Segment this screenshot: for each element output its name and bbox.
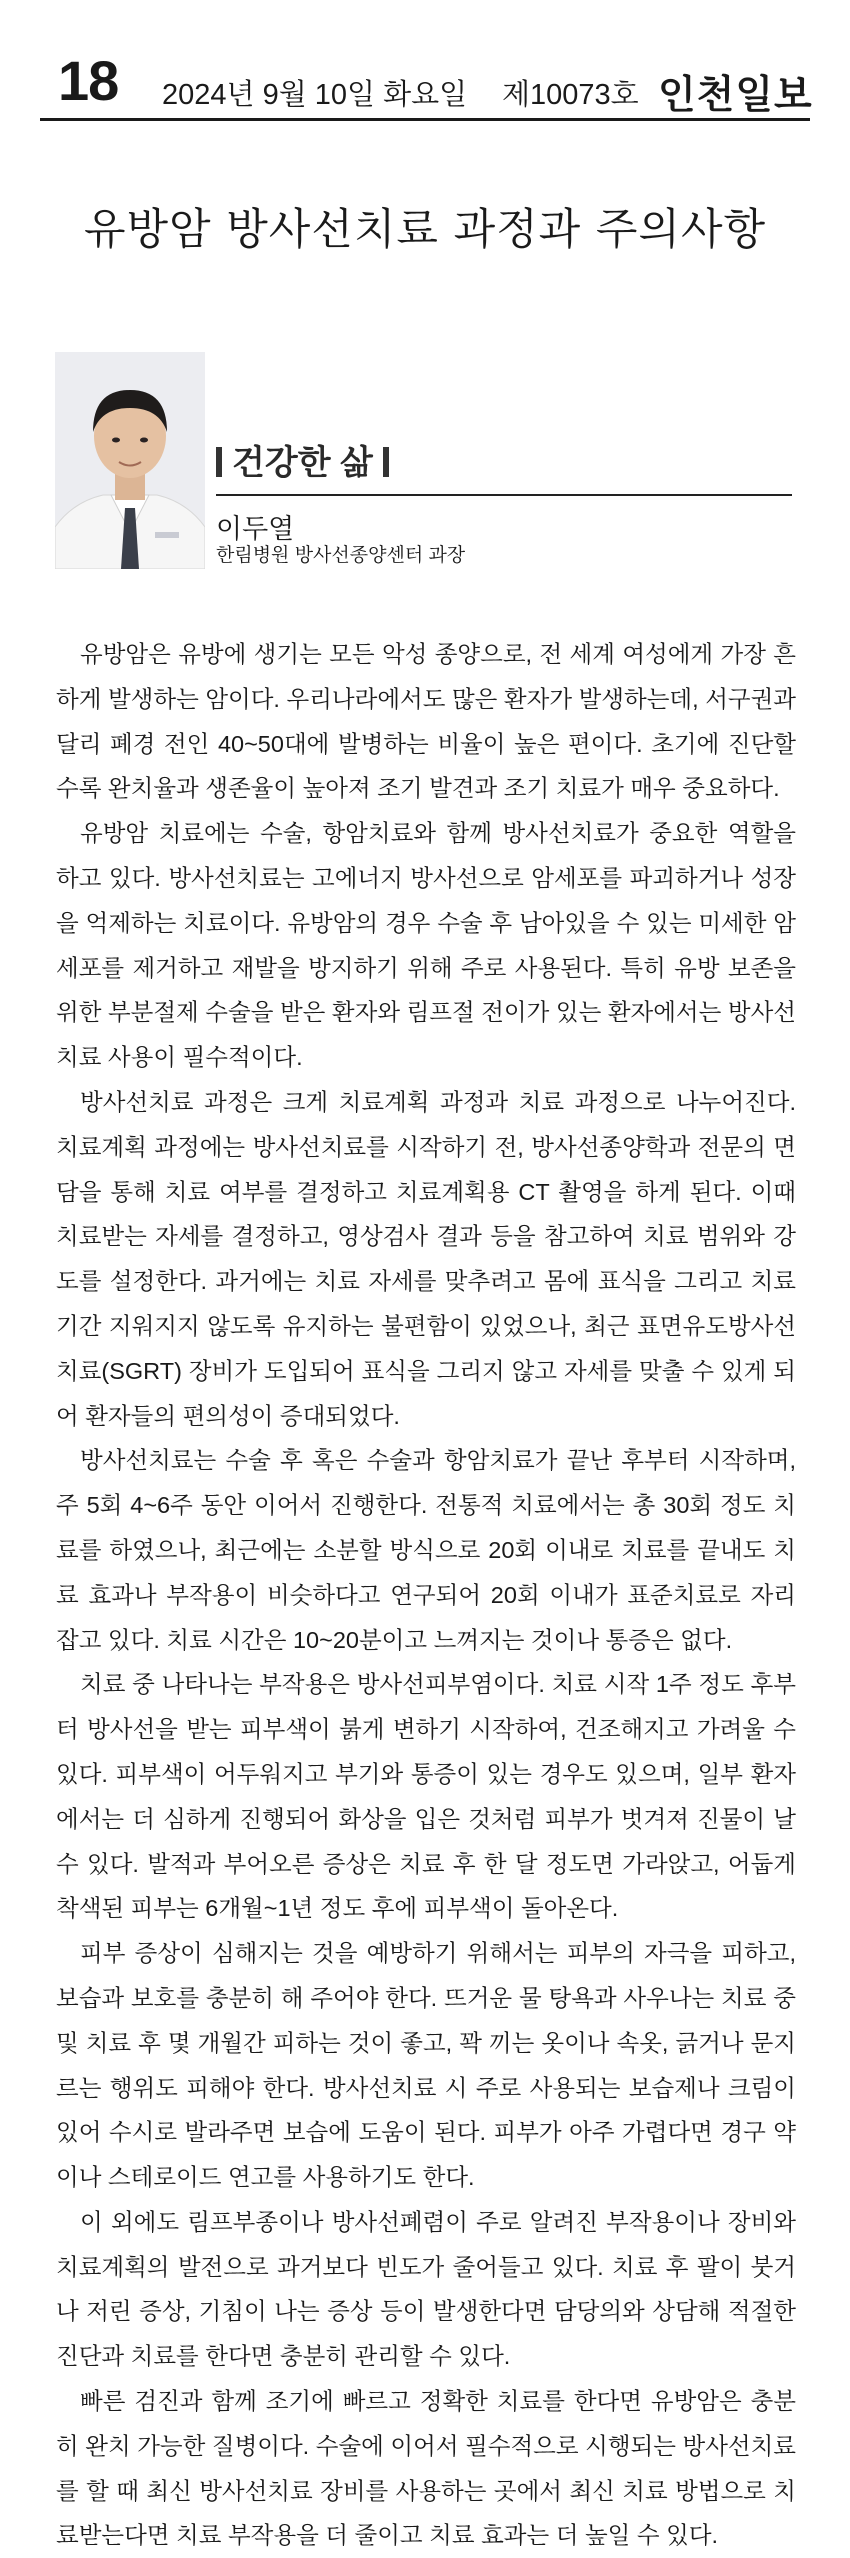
issue-number: 제10073호 <box>502 79 639 111</box>
article-paragraph: 치료 중 나타나는 부작용은 방사선피부염이다. 치료 시작 1주 정도 후부터 방사선을 받는 피부색이 붉게 변하기 시작하여, 건조해지고 가려울 수 있다. 피부색이 어두워지고 부기와 통증이 있는 경우도 있으며, 일부 환자에서는 더 심하게 진행되어 화상을 입은 것처럼 피부가 벗겨져 진물이 날 수 있다. 발적과 부어오른 증상은 치료 후 한 달 정도면 가라앉고, 어둡게 착색된 피부는 6개월~1년 정도 후에 피부색이 돌아온다. <box>56 1671 796 1922</box>
article-paragraph: 유방암 치료에는 수술, 항암치료와 함께 방사선치료가 중요한 역할을 하고 있다. 방사선치료는 고에너지 방사선으로 암세포를 파괴하거나 성장을 억제하는 치료이다. 유방암의 경우 수술 후 남아있을 수 있는 미세한 암세포를 제거하고 재발을 방지하기 위해 주로 사용된다. 특히 유방 보존을 위한 부분절제 수술을 받은 환자와 림프절 전이가 있는 환자에서는 방사선치료 사용이 필수적이다. <box>56 820 796 1071</box>
article-paragraph: 이 외에도 림프부종이나 방사선폐렴이 주로 알려진 부작용이나 장비와 치료계획의 발전으로 과거보다 빈도가 줄어들고 있다. 치료 후 팔이 붓거나 저린 증상, 기침이 나는 증상 등이 발생한다면 담당의와 상담해 적절한 진단과 치료를 한다면 충분히 관리할 수 있다. <box>56 2208 796 2370</box>
column-label-right-bar <box>383 447 389 477</box>
article-headline: 유방암 방사선치료 과정과 주의사항 <box>83 205 767 255</box>
newspaper-name: 인천일보 <box>658 74 813 117</box>
author-portrait-illustration <box>55 352 205 569</box>
author-photo <box>55 352 205 569</box>
column-label-text: 건강한 삶 <box>232 444 373 482</box>
publication-date: 2024년 9월 10일 화요일 <box>162 79 468 111</box>
article-paragraph: 방사선치료 과정은 크게 치료계획 과정과 치료 과정으로 나누어진다. 치료계획 과정에는 방사선치료를 시작하기 전, 방사선종양학과 전문의 면담을 통해 치료 여부를 결정하고 치료계획용 CT 촬영을 하게 된다. 이때 치료받는 자세를 결정하고, 영상검사 결과 등을 참고하여 치료 범위와 강도를 설정한다. 과거에는 치료 자세를 맞추려고 몸에 표식을 그리고 치료 기간 지워지지 않도록 유지하는 불편함이 있었으나, 최근 표면유도방사선치료(SGRT) 장비가 도입되어 표식을 그리지 않고 자세를 맞출 수 있게 되어 환자들의 편의성이 증대되었다. <box>56 1088 796 1429</box>
column-divider <box>216 494 792 496</box>
article-paragraph: 유방암은 유방에 생기는 모든 악성 종양으로, 전 세계 여성에게 가장 흔하게 발생하는 암이다. 우리나라에서도 많은 환자가 발생하는데, 서구권과 달리 폐경 전인 40~50대에 발병하는 비율이 높은 편이다. 초기에 진단할수록 완치율과 생존율이 높아져 조기 발견과 조기 치료가 매우 중요하다. <box>56 641 796 802</box>
article-body <box>56 632 796 2558</box>
article-paragraph: 피부 증상이 심해지는 것을 예방하기 위해서는 피부의 자극을 피하고, 보습과 보호를 충분히 해 주어야 한다. 뜨거운 물 탕욕과 사우나는 치료 중 및 치료 후 몇 개월간 피하는 것이 좋고, 꽉 끼는 옷이나 속옷, 긁거나 문지르는 행위도 피해야 한다. 방사선치료 시 주로 사용되는 보습제나 크림이 있어 수시로 발라주면 보습에 도움이 된다. 피부가 아주 가렵다면 경구 약이나 스테로이드 연고를 사용하기도 한다. <box>56 1940 796 2191</box>
newspaper-header <box>0 0 850 120</box>
column-label <box>216 435 389 484</box>
author-title: 한림병원 방사선종양센터 과장 <box>216 545 466 566</box>
author-name: 이두열 <box>216 514 295 544</box>
header-divider <box>40 118 810 121</box>
page-number: 18 <box>58 49 119 112</box>
article-paragraph: 빠른 검진과 함께 조기에 빠르고 정확한 치료를 한다면 유방암은 충분히 완치 가능한 질병이다. 수술에 이어서 필수적으로 시행되는 방사선치료를 할 때 최신 방사선치료 장비를 사용하는 곳에서 최신 치료 방법으로 치료받는다면 치료 부작용을 더 줄이고 치료 효과는 더 높일 수 있다. <box>56 2388 796 2549</box>
column-label-left-bar <box>216 447 222 477</box>
article-paragraph: 방사선치료는 수술 후 혹은 수술과 항암치료가 끝난 후부터 시작하며, 주 5회 4~6주 동안 이어서 진행한다. 전통적 치료에서는 총 30회 정도 치료를 하였으나, 최근에는 소분할 방식으로 20회 이내로 치료를 끝내도 치료 효과나 부작용이 비슷하다고 연구되어 20회 이내가 표준치료로 자리 잡고 있다. 치료 시간은 10~20분이고 느껴지는 것이나 통증은 없다. <box>56 1447 796 1653</box>
